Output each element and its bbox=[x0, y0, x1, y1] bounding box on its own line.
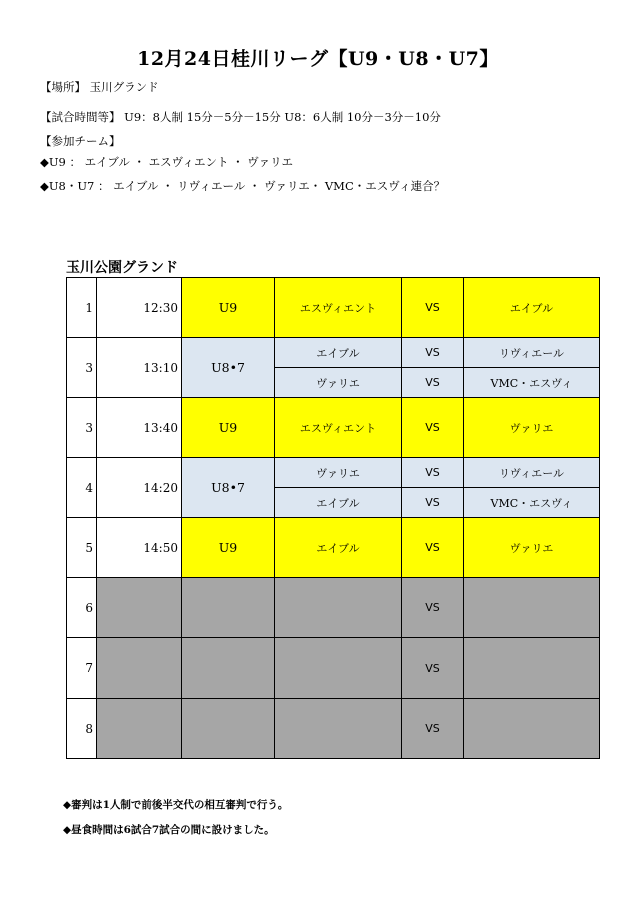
note-lunch: ◆昼食時間は6試合7試合の間に設けました。 bbox=[63, 824, 275, 836]
table-row bbox=[67, 699, 600, 759]
home-team: エスヴィエント bbox=[275, 278, 402, 338]
vs-label: VS bbox=[402, 368, 464, 398]
table-row bbox=[67, 638, 600, 699]
page-title: 12月24日桂川リーグ【U9・U8・U7】 bbox=[137, 48, 499, 70]
info-u9-teams: ◆U9 ： エイブル ・ エスヴィエント ・ ヴァリエ bbox=[40, 155, 293, 169]
home-team: ヴァリエ bbox=[275, 458, 402, 488]
info-time: 【試合時間等】 U9：8人制 15分－5分－15分 U8：6人制 10分－3分－10分 bbox=[40, 110, 441, 124]
table-row bbox=[67, 338, 600, 368]
category-cell bbox=[182, 578, 275, 638]
vs-label: VS bbox=[402, 699, 464, 759]
vs-label: VS bbox=[402, 488, 464, 518]
table-row bbox=[67, 458, 600, 488]
away-team: ヴァリエ bbox=[464, 398, 600, 458]
venue-title: 玉川公園グランド bbox=[66, 260, 178, 276]
match-number: 8 bbox=[67, 699, 97, 759]
away-team: ヴァリエ bbox=[464, 518, 600, 578]
category-cell bbox=[182, 699, 275, 759]
match-time bbox=[97, 578, 182, 638]
note-referee: ◆審判は1人制で前後半交代の相互審判で行う。 bbox=[63, 799, 289, 811]
table-row bbox=[67, 518, 600, 578]
home-team: エイブル bbox=[275, 518, 402, 578]
category-cell: U9 bbox=[182, 278, 275, 338]
vs-label: VS bbox=[402, 518, 464, 578]
table-row bbox=[67, 578, 600, 638]
away-team bbox=[464, 638, 600, 699]
match-time: 14:50 bbox=[97, 518, 182, 578]
home-team: エイブル bbox=[275, 488, 402, 518]
home-team: エスヴィエント bbox=[275, 398, 402, 458]
away-team: エイブル bbox=[464, 278, 600, 338]
category-cell: U9 bbox=[182, 518, 275, 578]
away-team: リヴィエール bbox=[464, 338, 600, 368]
match-number: 3 bbox=[67, 398, 97, 458]
match-number: 3 bbox=[67, 338, 97, 398]
category-cell: U9 bbox=[182, 398, 275, 458]
vs-label: VS bbox=[402, 638, 464, 699]
match-time: 13:10 bbox=[97, 338, 182, 398]
match-time: 13:40 bbox=[97, 398, 182, 458]
vs-label: VS bbox=[402, 578, 464, 638]
match-number: 5 bbox=[67, 518, 97, 578]
table-row bbox=[67, 398, 600, 458]
match-number: 6 bbox=[67, 578, 97, 638]
match-number: 7 bbox=[67, 638, 97, 699]
info-teams-header: 【参加チーム】 bbox=[40, 134, 121, 148]
category-cell bbox=[182, 638, 275, 699]
match-number: 4 bbox=[67, 458, 97, 518]
vs-label: VS bbox=[402, 278, 464, 338]
match-time: 12:30 bbox=[97, 278, 182, 338]
match-time bbox=[97, 638, 182, 699]
table-row bbox=[67, 278, 600, 338]
schedule-table bbox=[66, 277, 600, 759]
home-team: エイブル bbox=[275, 338, 402, 368]
home-team: ヴァリエ bbox=[275, 368, 402, 398]
away-team: リヴィエール bbox=[464, 458, 600, 488]
away-team: VMC・エスヴィ bbox=[464, 368, 600, 398]
away-team: VMC・エスヴィ bbox=[464, 488, 600, 518]
match-time: 14:20 bbox=[97, 458, 182, 518]
vs-label: VS bbox=[402, 338, 464, 368]
info-place: 【場所】 玉川グランド bbox=[40, 80, 159, 94]
home-team bbox=[275, 638, 402, 699]
away-team bbox=[464, 699, 600, 759]
vs-label: VS bbox=[402, 458, 464, 488]
home-team bbox=[275, 699, 402, 759]
category-cell: U8•7 bbox=[182, 338, 275, 398]
vs-label: VS bbox=[402, 398, 464, 458]
match-number: 1 bbox=[67, 278, 97, 338]
away-team bbox=[464, 578, 600, 638]
home-team bbox=[275, 578, 402, 638]
match-time bbox=[97, 699, 182, 759]
info-u87-teams: ◆U8・U7 ： エイブル ・ リヴィエール ・ ヴァリエ・ VMC・エスヴィ連合？ bbox=[40, 179, 446, 193]
category-cell: U8•7 bbox=[182, 458, 275, 518]
